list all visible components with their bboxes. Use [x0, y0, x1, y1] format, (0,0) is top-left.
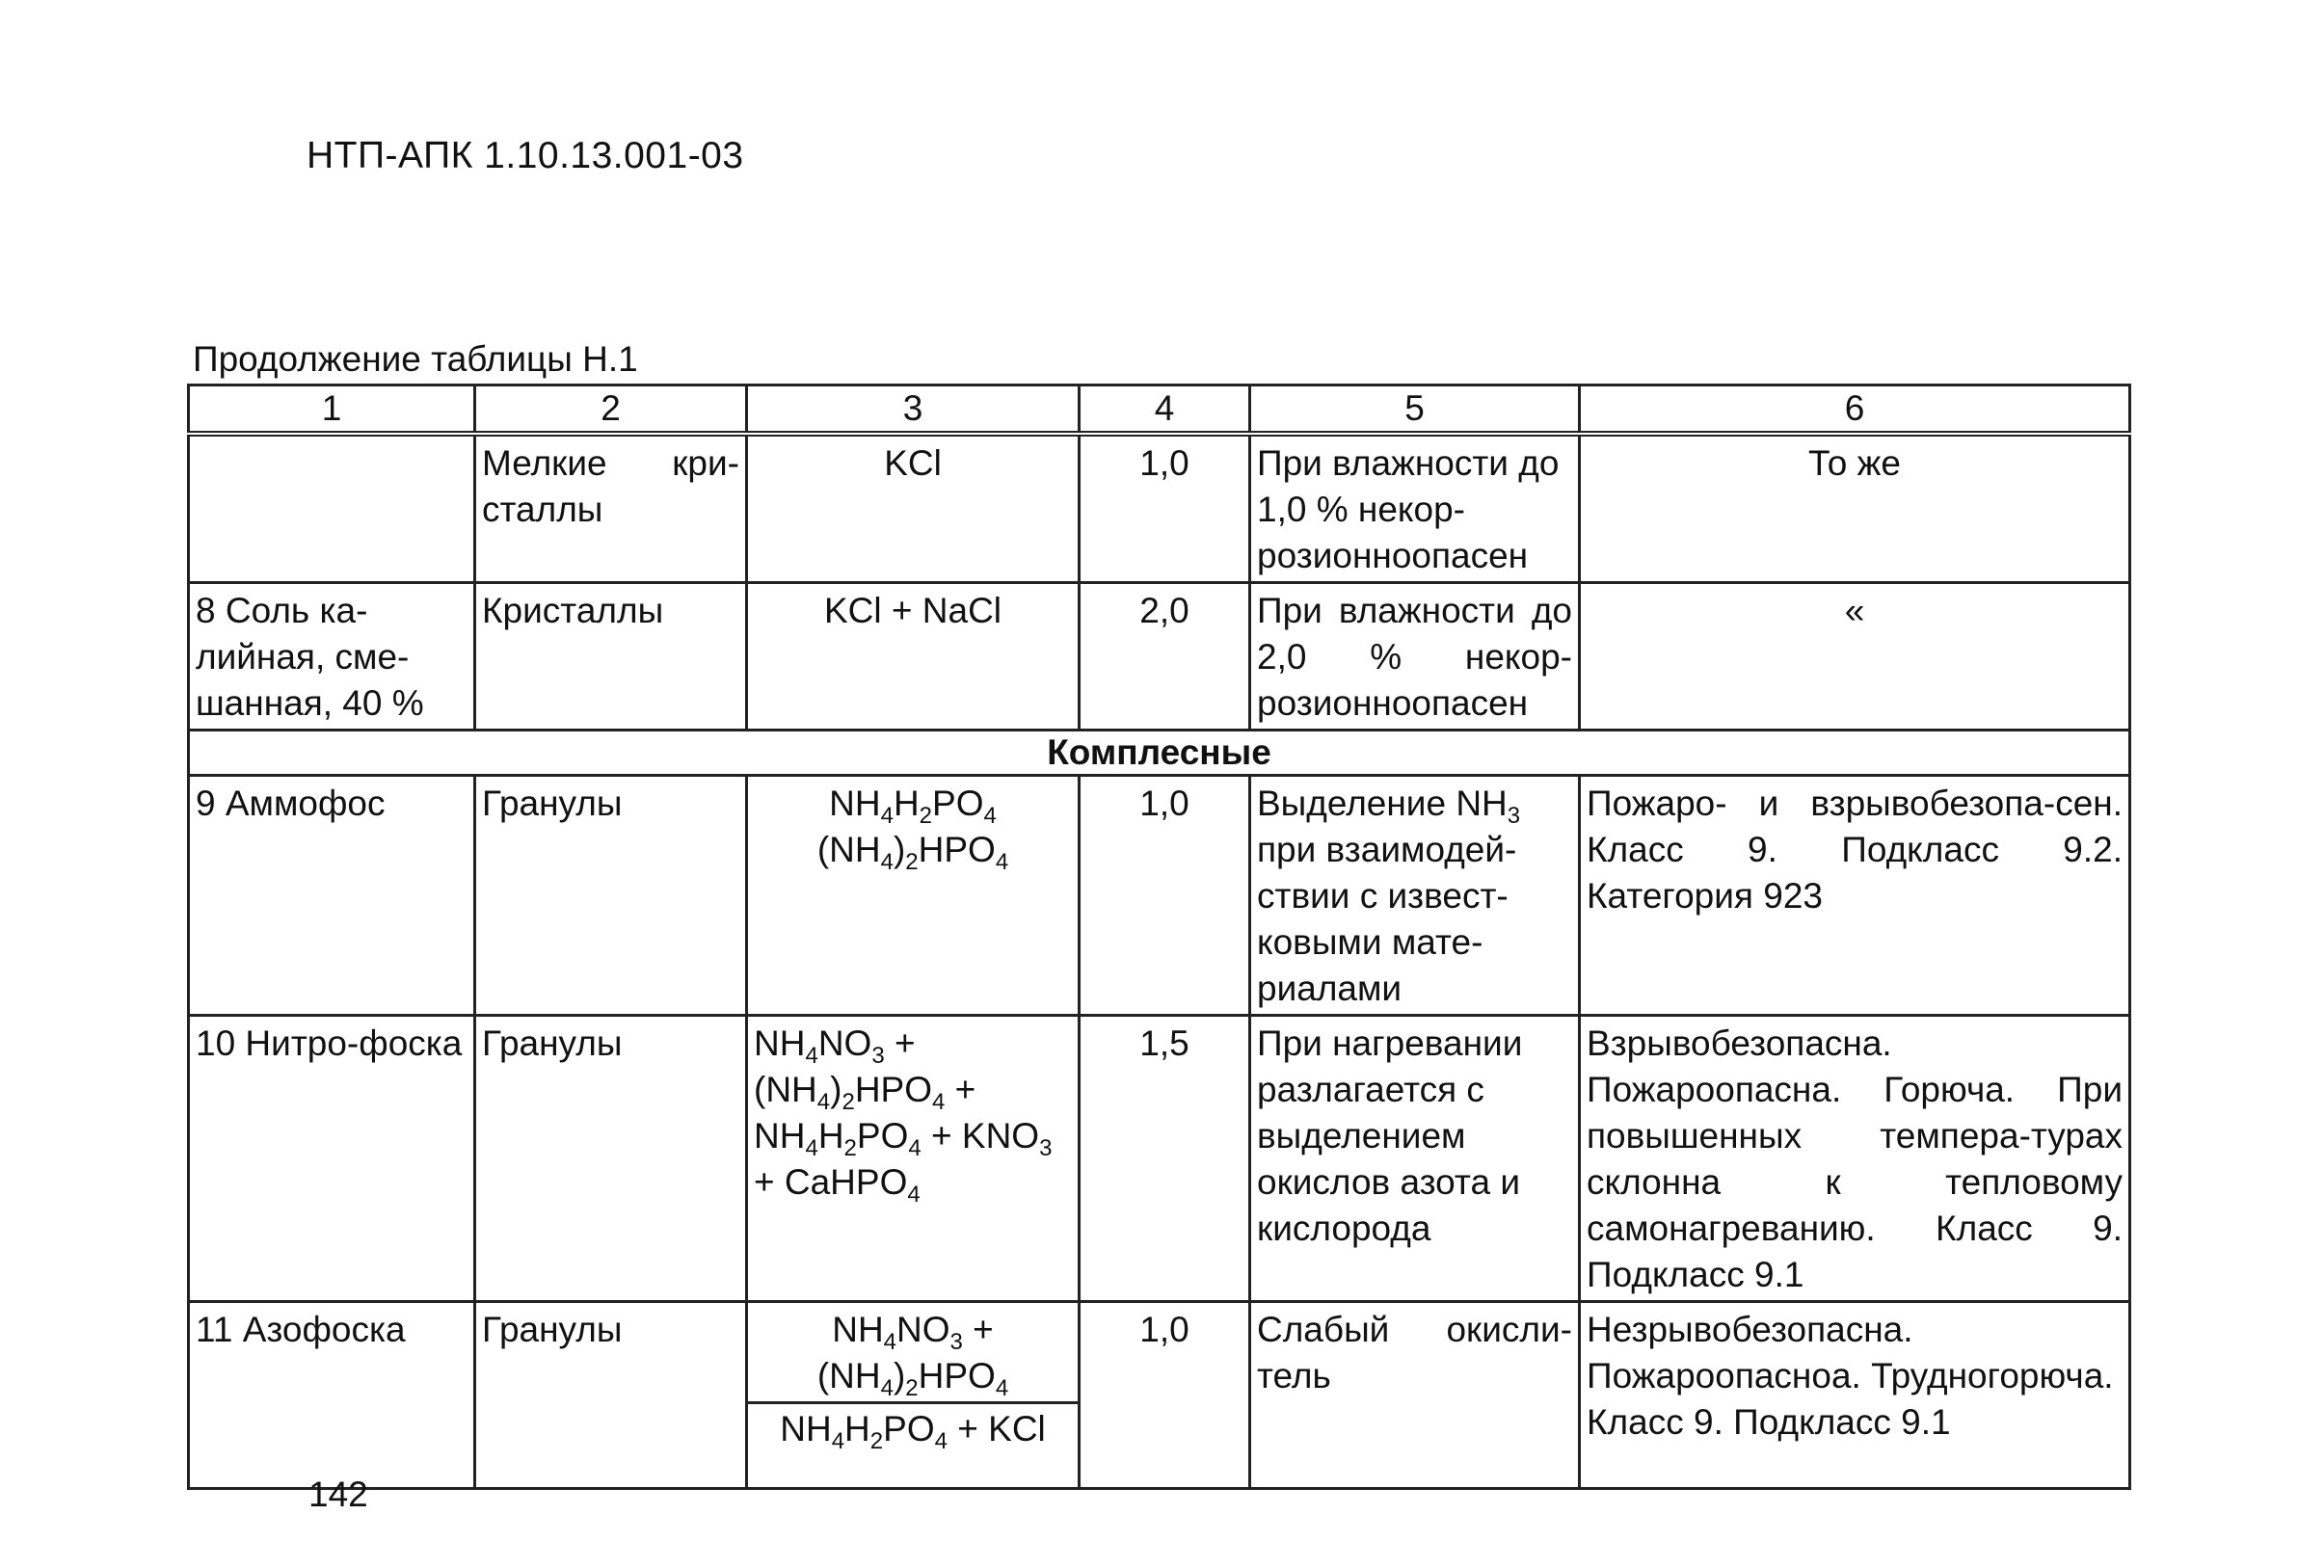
- table-row: [189, 1302, 2130, 1489]
- formula-cell: KCl: [747, 434, 1080, 583]
- page-number: 142: [308, 1475, 368, 1514]
- name-cell: 8 Соль ка-лийная, сме-шанная, 40 %: [189, 583, 475, 731]
- hazard-table: [187, 384, 2131, 1490]
- table-caption: Продолжение таблицы Н.1: [193, 339, 638, 379]
- table-row: [189, 776, 2130, 1016]
- table-row: [189, 583, 2130, 731]
- document-code: НТП-АПК 1.10.13.001-03: [307, 135, 744, 176]
- hazard-cell: Взрывобезопасна. Пожароопасна. Горюча. При повышенных темпера-турах склонна к тепловому самонагреванию. Класс 9. Подкласс 9.1: [1580, 1016, 2130, 1302]
- formula-cell: [747, 1302, 1080, 1489]
- form-cell: Гранулы: [475, 1302, 747, 1489]
- value-cell: 2,0: [1080, 583, 1250, 731]
- note-cell: При нагревании разлагается с выделением окислов азота и кислорода: [1250, 1016, 1580, 1302]
- name-cell: 9 Аммофос: [189, 776, 475, 1016]
- name-cell: 11 Азофоска: [189, 1302, 475, 1489]
- value-cell: 1,0: [1080, 434, 1250, 583]
- form-cell: Гранулы: [475, 776, 747, 1016]
- value-cell: 1,5: [1080, 1016, 1250, 1302]
- form-cell: Мелкие кри-сталлы: [475, 434, 747, 583]
- formula-bottom: $NH_4H_2PO_4$ + KCl: [780, 1409, 1046, 1454]
- formula-top: $NH_4NO_3 + (NH_4)_2HPO_4$: [748, 1303, 1078, 1404]
- header-cell: 6: [1580, 385, 2130, 435]
- header-cell: 4: [1080, 385, 1250, 435]
- header-cell: 1: [189, 385, 475, 435]
- header-cell: 2: [475, 385, 747, 435]
- hazard-cell: «: [1580, 583, 2130, 731]
- note-cell: Выделение $NH_3$ при взаимодей-ствии с извест-ковыми мате-риалами: [1250, 776, 1580, 1016]
- table-row: [189, 1016, 2130, 1302]
- form-cell: Кристаллы: [475, 583, 747, 731]
- section-row: [189, 731, 2130, 776]
- form-cell: Гранулы: [475, 1016, 747, 1302]
- hazard-cell: То же: [1580, 434, 2130, 583]
- note-cell: Слабый окисли-тель: [1250, 1302, 1580, 1489]
- table-header-row: [189, 385, 2130, 435]
- header-cell: 5: [1250, 385, 1580, 435]
- note-cell: При влажности до 2,0 % некор-розионноопасен: [1250, 583, 1580, 731]
- formula-cell: $NH_4NO_3 + (NH_4)_2HPO_4 + NH_4H_2PO_4 + KNO_3$ + CaHPO$_4$: [747, 1016, 1080, 1302]
- value-cell: 1,0: [1080, 776, 1250, 1016]
- section-title: Комплесные: [189, 731, 2130, 776]
- value-cell: 1,0: [1080, 1302, 1250, 1489]
- name-cell: 10 Нитро-фоска: [189, 1016, 475, 1302]
- hazard-cell: Пожаро- и взрывобезопа-сен. Класс 9. Подкласс 9.2. Категория 923: [1580, 776, 2130, 1016]
- formula-cell: $NH_4H_2PO_4$ $(NH_4)_2HPO_4$: [747, 776, 1080, 1016]
- header-cell: 3: [747, 385, 1080, 435]
- name-cell: [189, 434, 475, 583]
- hazard-cell: Незрывобезопасна. Пожароопасноа. Трудногорюча. Класс 9. Подкласс 9.1: [1580, 1302, 2130, 1489]
- formula-cell: KCl + NaCl: [747, 583, 1080, 731]
- table-row: [189, 434, 2130, 583]
- note-cell: При влажности до 1,0 % некор-розионноопасен: [1250, 434, 1580, 583]
